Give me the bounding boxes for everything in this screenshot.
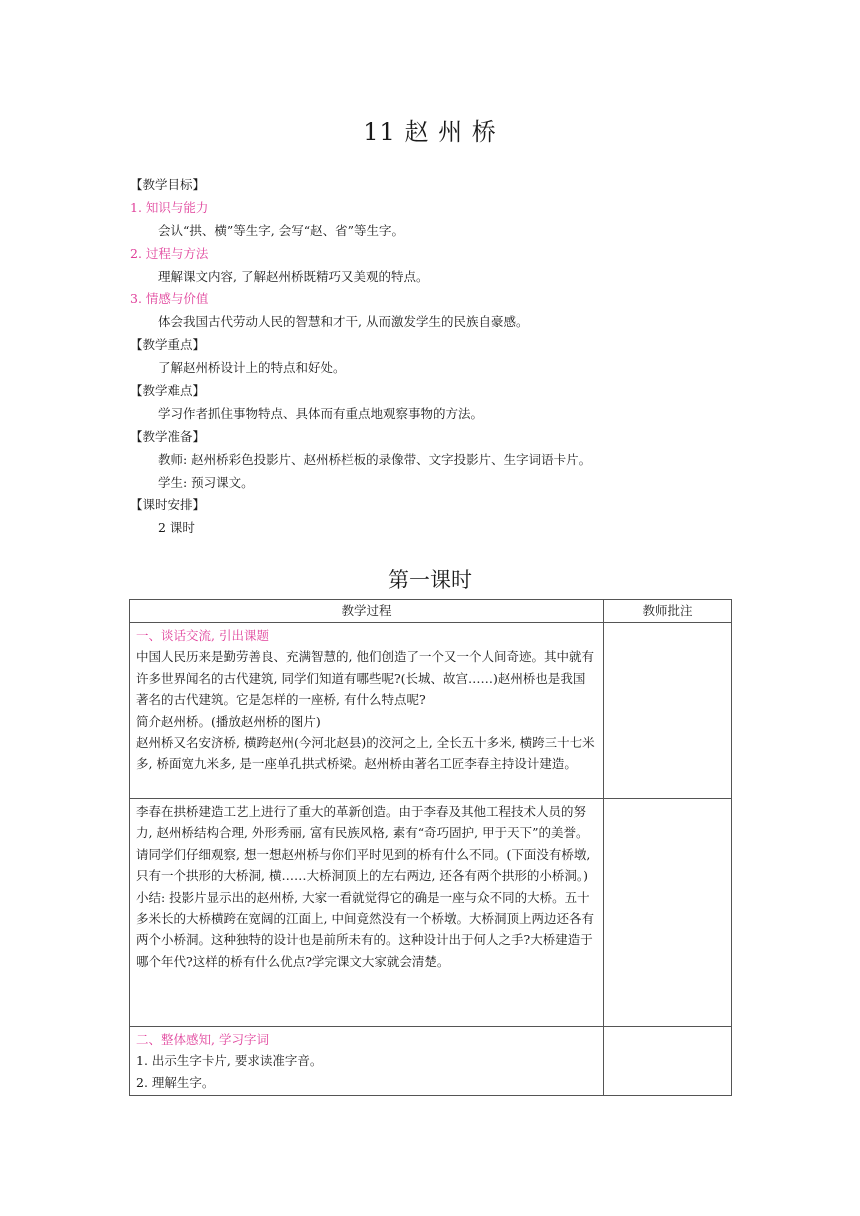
paragraph: 2. 理解生字。 [136,1074,215,1090]
step-heading: 一、谈话交流, 引出课题 [136,628,269,643]
notes-cell [604,799,732,1027]
paragraph: 小结: 投影片显示出的赵州桥, 大家一看就觉得它的确是一座与众不同的大桥。五十多米长的大桥横跨在宽阔的江面上, 中间竟然没有一个桥墩。大桥洞顶上两边还各有两个小桥洞。这种独特的设计也是前所未有的。这种设计出于何人之手?大桥建造于哪个年代?这样的桥有什么优点?学完课文大家就会清楚。 [136,889,594,969]
step-heading: 二、整体感知, 学习字词 [136,1032,269,1047]
process-cell [130,799,604,1027]
outline-text: 2 课时 [158,520,195,536]
notes-cell [604,1027,732,1096]
table-row [130,799,732,1027]
outline-subheading: 1. 知识与能力 [130,199,209,215]
paragraph: 赵州桥又名安济桥, 横跨赵州(今河北赵县)的洨河之上, 全长五十多米, 横跨三十七米多, 桥面宽九米多, 是一座单孔拱式桥梁。赵州桥由著名工匠李春主持设计建造。 [136,735,595,772]
table-row [130,623,732,799]
lesson-table [129,599,732,1096]
outline-text: 理解课文内容, 了解赵州桥既精巧又美观的特点。 [158,268,429,284]
outline-heading: 【教学重点】 [130,337,206,353]
page-title: 11 赵 州 桥 [363,118,497,146]
paragraph: 李春在拱桥建造工艺上进行了重大的革新创造。由于李春及其他工程技术人员的努力, 赵州桥结构合理, 外形秀丽, 富有民族风格, 素有“奇巧固护, 甲于天下”的美誉。 [136,804,589,841]
outline-heading: 【教学难点】 [130,383,206,399]
lesson-outline [130,174,750,540]
column-header-process: 教学过程 [130,600,604,623]
outline-text: 了解赵州桥设计上的特点和好处。 [158,360,346,376]
outline-subheading: 3. 情感与价值 [130,291,209,307]
table-row [130,1027,732,1096]
outline-text: 学习作者抓住事物特点、具体而有重点地观察事物的方法。 [158,405,484,421]
outline-heading: 【教学目标】 [130,177,206,192]
outline-heading: 【教学准备】 [130,428,206,444]
outline-text: 体会我国古代劳动人民的智慧和才干, 从而激发学生的民族自豪感。 [158,314,529,330]
column-header-notes: 教师批注 [604,600,732,623]
process-cell [130,623,604,799]
outline-text: 学生: 预习课文。 [158,474,254,490]
outline-subheading: 2. 过程与方法 [130,245,209,261]
paragraph: 1. 出示生字卡片, 要求读准字音。 [136,1053,323,1069]
process-cell [130,1027,604,1096]
section-title: 第一课时 [388,568,472,592]
outline-text: 教师: 赵州桥彩色投影片、赵州桥栏板的录像带、文字投影片、生字词语卡片。 [158,451,592,467]
notes-cell [604,623,732,799]
paragraph: 请同学们仔细观察, 想一想赵州桥与你们平时见到的桥有什么不同。(下面没有桥墩, 只有一个拱形的大桥洞, 横……大桥洞顶上的左右两边, 还各有两个拱形的小桥洞。) [136,846,591,884]
outline-heading: 【课时安排】 [130,497,206,513]
paragraph: 简介赵州桥。(播放赵州桥的图片) [136,713,321,729]
paragraph: 中国人民历来是勤劳善良、充满智慧的, 他们创造了一个又一个人间奇迹。其中就有许多世界闻名的古代建筑, 同学们知道有哪些呢?(长城、故宫……)赵州桥也是我国著名的古代建筑。它是怎样的一座桥, 有什么特点呢? [136,649,594,708]
outline-text: 会认“拱、横”等生字, 会写“赵、省”等生字。 [158,222,405,238]
